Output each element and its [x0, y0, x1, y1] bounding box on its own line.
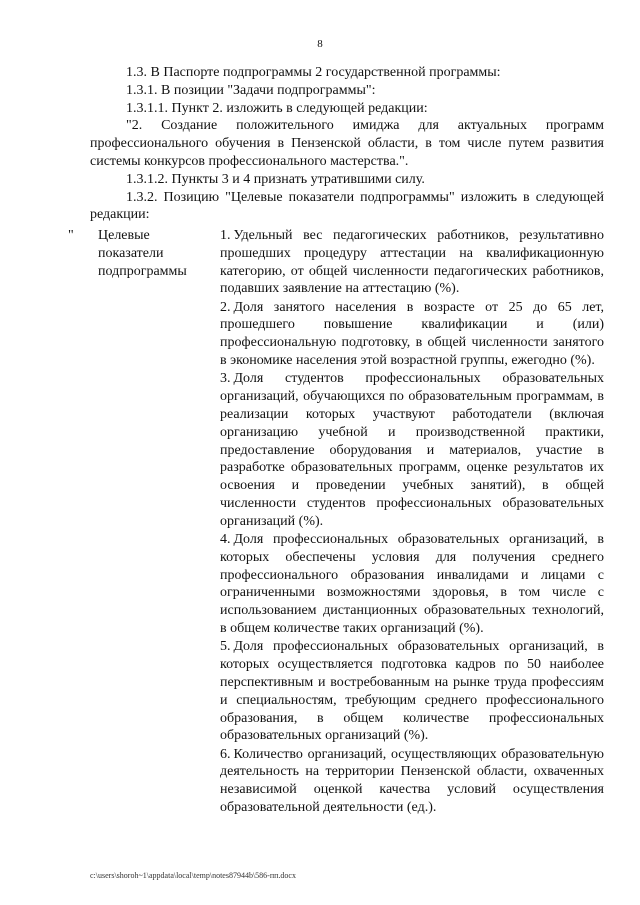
- page-number: 8: [317, 38, 323, 50]
- indicator-item: [220, 299, 604, 370]
- paragraph-1-3-1-1: 1.3.1.1. Пункт 2. изложить в следующей редакции:: [126, 100, 428, 116]
- indicator-item: [220, 638, 604, 745]
- indicator-item: [220, 531, 604, 638]
- indicator-text: Доля студентов профессиональных образовательных организаций, обучающихся по образовательным программам, в реализации которых участвуют работодатели (включая организацию учебной и производственной практики, предоставление оборудования и материалов, участие в разработке образовательных программ, оценке результатов их освоения и проведении учебных занятий), в общей численности студентов профессиональных образовательных организаций (%).: [220, 371, 604, 529]
- document-body: [90, 64, 604, 224]
- table-label: Целевые показатели подпрограммы: [98, 228, 187, 279]
- footer-file-path: c:\users\shoroh~1\appdata\local\temp\notes87944b\586-пп.docx: [90, 871, 296, 880]
- indicator-number: 2.: [220, 299, 231, 315]
- opening-quote-mark: ": [68, 228, 74, 243]
- indicator-item: [220, 746, 604, 817]
- indicator-item: [220, 227, 604, 298]
- paragraph-1-3-1-2: 1.3.1.2. Пункты 3 и 4 признать утратившими силу.: [126, 171, 425, 187]
- paragraph-1-3-2: 1.3.2. Позицию "Целевые показатели подпрограммы" изложить в следующей редакции:: [90, 189, 604, 223]
- indicator-list: [220, 227, 604, 817]
- paragraph-1-3: 1.3. В Паспорте подпрограммы 2 государственной программы:: [126, 65, 501, 80]
- indicator-text: Доля профессиональных образовательных организаций, в которых обеспечены условия для получения среднего профессионального образования инвалидами и лицами с ограниченными возможностями здоровья, в том числе с использованием дистанционных образовательных технологий, в общем количестве таких организаций (%).: [220, 532, 604, 637]
- indicator-text: Доля профессиональных образовательных организаций, в которых осуществляется подготовка кадров по 50 наиболее перспективным и востребованным на рынке труда профессиям и специальностям, требующим среднего профессионального образования, в общем количестве профессиональных образовательных организаций (%).: [220, 639, 604, 744]
- indicator-number: 5.: [220, 639, 231, 655]
- indicator-item: [220, 370, 604, 530]
- paragraph-1-3-1: 1.3.1. В позиции "Задачи подпрограммы":: [126, 82, 376, 98]
- indicator-number: 4.: [220, 532, 231, 548]
- indicator-text: Удельный вес педагогических работников, результативно прошедших процедуру аттестации на квалификационную категорию, от общей численности педагогических работников, подавших заявление на аттестацию (%).: [220, 228, 604, 297]
- paragraph-quote-2: "2. Создание положительного имиджа для актуальных программ профессионального обучения в Пензенской области, в том числе путем развития системы конкурсов профессионального мастерства.".: [90, 118, 604, 169]
- indicator-number: 6.: [220, 746, 231, 762]
- indicator-text: Доля занятого населения в возрасте от 25 до 65 лет, прошедшего повышение квалификации и (или) профессиональную подготовку, в общей численности занятого в экономике населения этой возрастной группы, ежегодно (%).: [220, 299, 604, 369]
- indicator-text: Количество организаций, осуществляющих образовательную деятельность на территории Пензенской области, охваченных независимой оценкой качества условий осуществления образовательной деятельности (ед.).: [220, 746, 604, 815]
- indicator-number: 3.: [220, 371, 231, 387]
- indicator-number: 1.: [220, 228, 231, 243]
